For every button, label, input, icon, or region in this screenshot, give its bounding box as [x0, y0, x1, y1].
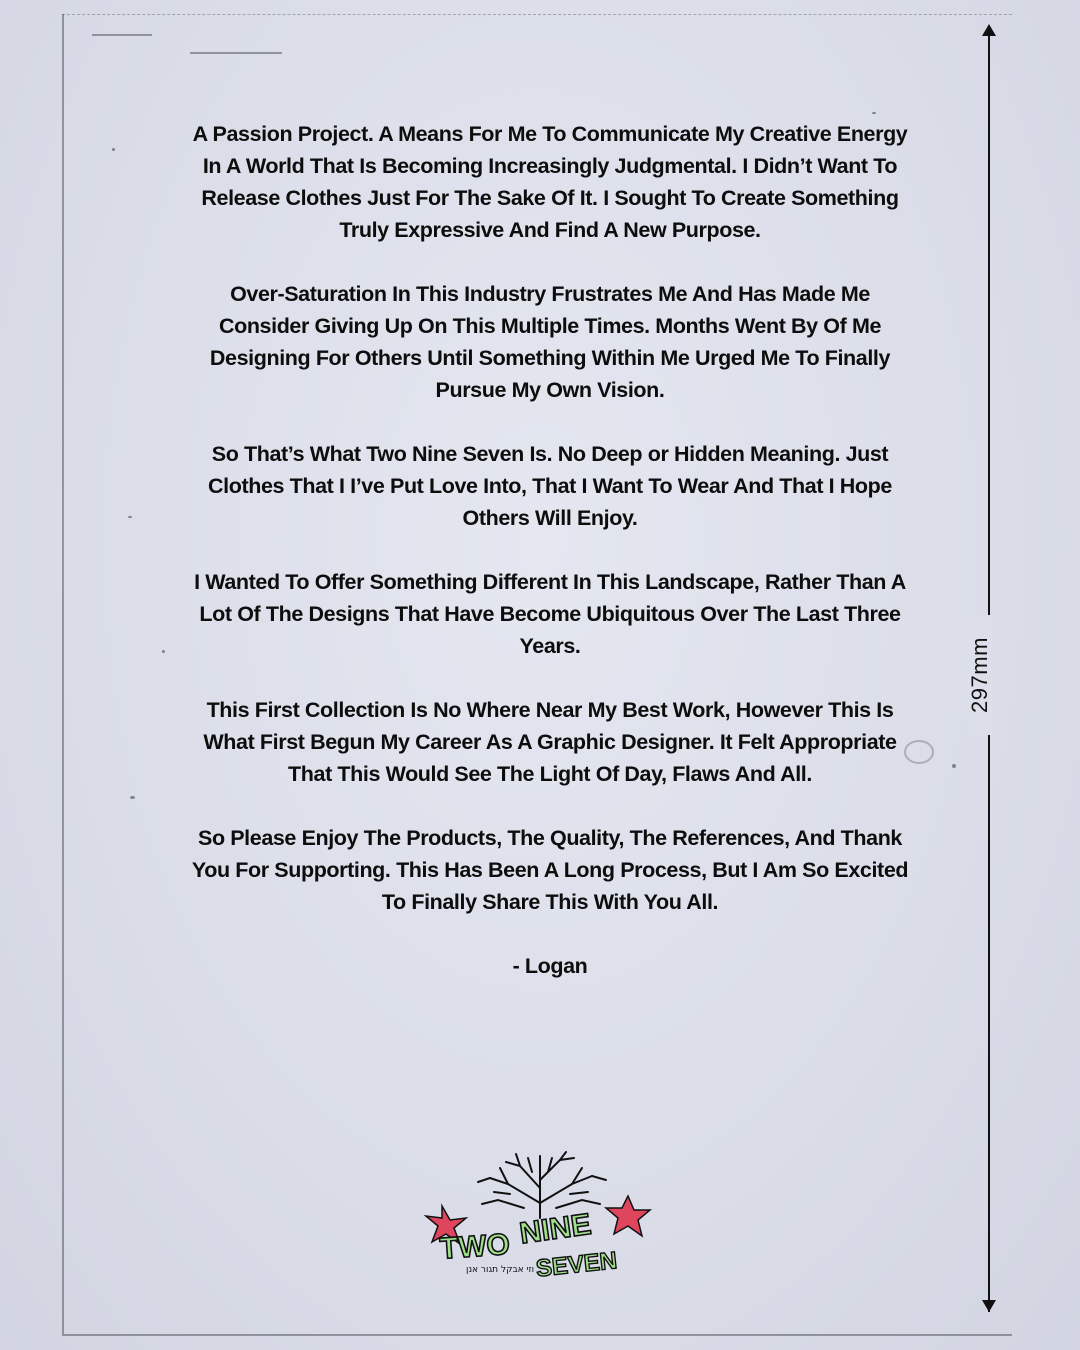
dimension-arrow-up-icon — [982, 24, 996, 36]
logo-word-seven: SEVEN — [534, 1247, 619, 1283]
right-star-icon — [606, 1196, 650, 1236]
speck — [162, 650, 165, 653]
scratch-mark — [92, 34, 152, 36]
speck — [112, 148, 115, 151]
letter-paragraph-6: So Please Enjoy The Products, The Quality, The References, And Thank You For Supporting. This Has Been A Long Process, But I Am So Excited To Finally Share This With You All. — [191, 826, 909, 914]
speck — [130, 796, 135, 799]
logo-word-nine: NINE — [517, 1207, 594, 1251]
letter-paragraph-3: So That’s What Two Nine Seven Is. No Deep or Hidden Meaning. Just Clothes That I I’ve Put Love Into, That I Want To Wear And That I Hope Others Will Enjoy. — [208, 442, 892, 530]
dimension-arrow-down-icon — [982, 1300, 996, 1312]
frame-bottom-line — [62, 1334, 1012, 1336]
speck — [952, 764, 956, 768]
letter-signature: - Logan — [512, 954, 588, 978]
speck — [872, 112, 876, 114]
logo-tagline: וזי אבקל תגור אנן — [466, 1265, 535, 1275]
logo-word-two: TWO — [438, 1227, 511, 1266]
letter-paragraph-4: I Wanted To Offer Something Different In This Landscape, Rather Than A Lot Of The Designs That Have Become Ubiquitous Over The Last Three Years. — [194, 570, 906, 658]
frame-left-line — [62, 14, 64, 1334]
letter-paragraph-2: Over-Saturation In This Industry Frustrates Me And Has Made Me Consider Giving Up On This Multiple Times. Months Went By Of Me Designing For Others Until Something Within Me Urged Me To Finally Pursue My Own Vision. — [209, 282, 891, 402]
letter-paragraph-1: A Passion Project. A Means For Me To Communicate My Creative Energy In A World That Is Becoming Increasingly Judgmental. I Didn’t Want To Release Clothes Just For The Sake Of It. I Sought To Create Something Truly Expressive And Find A New Purpose. — [192, 122, 908, 242]
frame-top-line — [62, 14, 1012, 15]
letter-paragraph-5: This First Collection Is No Where Near My Best Work, However This Is What First Begun My Career As A Graphic Designer. It Felt Appropriate That This Would See The Light Of Day, Flaws And All. — [203, 698, 897, 786]
speck — [128, 516, 132, 518]
two-nine-seven-logo — [420, 1148, 660, 1286]
scratch-mark — [190, 52, 282, 54]
letter-body — [190, 118, 910, 1014]
dimension-label: 297mm — [967, 615, 993, 735]
